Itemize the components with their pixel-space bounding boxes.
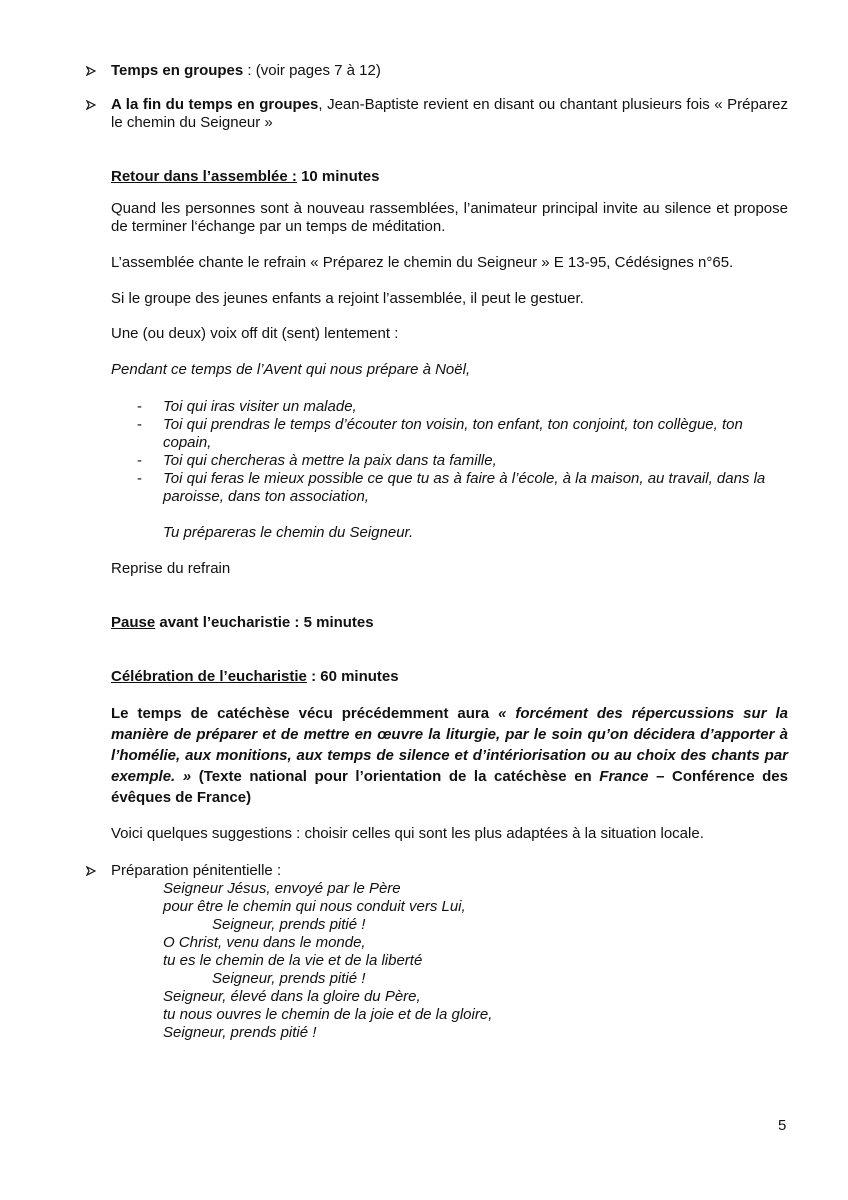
section-heading-retour: Retour dans l’assemblée : 10 minutes <box>111 168 380 185</box>
arrow-bullet-icon <box>86 866 96 876</box>
paragraph-voix-off: Une (ou deux) voix off dit (sent) lentement : <box>111 325 399 342</box>
dash-marker: - <box>137 470 142 487</box>
bullet-end-groups: A la fin du temps en groupes, Jean-Baptiste revient en disant ou chantant plusieurs fois « Préparez le chemin du Seigneur » <box>111 96 788 131</box>
paragraph-reprise: Reprise du refrain <box>111 560 231 577</box>
prayer-response: Seigneur, prends pitié ! <box>212 916 366 933</box>
prayer-line: pour être le chemin qui nous conduit vers Lui, <box>163 898 466 915</box>
paragraph-gestuer: Si le groupe des jeunes enfants a rejoint l’assemblée, il peut le gestuer. <box>111 290 584 307</box>
prayer-line: Seigneur, élevé dans la gloire du Père, <box>163 988 421 1005</box>
paragraph-silence: Quand les personnes sont à nouveau rassemblées, l’animateur principal invite au silence et propose de terminer l‘échange par un temps de méditation. <box>111 200 788 235</box>
arrow-bullet-icon <box>86 66 96 76</box>
paragraph-catechese-quote: Le temps de catéchèse vécu précédemment aura « forcément des répercussions sur la manière de préparer et de mettre en œuvre la liturgie, par le soin qu’on décidera d’apporter à l’homélie, aux monitions, aux temps de silence et d’intériorisation ou au choix des chants par exemple. » (Texte national pour l’orientation de la catéchèse en France – Conférence des évêques de France) <box>111 705 788 806</box>
italic-intro: Pendant ce temps de l’Avent qui nous prépare à Noël, <box>111 361 471 378</box>
list-item: Toi qui prendras le temps d’écouter ton voisin, ton enfant, ton conjoint, ton collègue, ton copain, <box>163 416 743 451</box>
dash-marker: - <box>137 452 142 469</box>
list-item: Toi qui chercheras à mettre la paix dans ta famille, <box>163 452 497 469</box>
bullet-groups: Temps en groupes : (voir pages 7 à 12) <box>111 62 381 79</box>
prayer-response: Seigneur, prends pitié ! <box>212 970 366 987</box>
prayer-line: Seigneur Jésus, envoyé par le Père <box>163 880 401 897</box>
section-heading-pause: Pause avant l’eucharistie : 5 minutes <box>111 614 374 631</box>
prayer-response: Seigneur, prends pitié ! <box>163 1024 317 1041</box>
italic-closing: Tu prépareras le chemin du Seigneur. <box>163 524 414 541</box>
dash-marker: - <box>137 416 142 433</box>
paragraph-refrain: L’assemblée chante le refrain « Préparez le chemin du Seigneur » E 13-95, Cédésignes n°65. <box>111 254 734 271</box>
paragraph-suggestions: Voici quelques suggestions : choisir celles qui sont les plus adaptées à la situation locale. <box>111 825 704 842</box>
prayer-line: O Christ, venu dans le monde, <box>163 934 366 951</box>
prayer-line: tu es le chemin de la vie et de la liberté <box>163 952 423 969</box>
list-item: Toi qui iras visiter un malade, <box>163 398 357 415</box>
penitential-label: Préparation pénitentielle : <box>111 862 282 879</box>
arrow-bullet-icon <box>86 100 96 110</box>
page-number: 5 <box>778 1117 787 1134</box>
dash-marker: - <box>137 398 142 415</box>
list-item: Toi qui feras le mieux possible ce que tu as à faire à l’école, à la maison, au travail, dans la paroisse, dans ton association, <box>163 470 766 505</box>
prayer-line: tu nous ouvres le chemin de la joie et de la gloire, <box>163 1006 493 1023</box>
section-heading-celebration: Célébration de l’eucharistie : 60 minutes <box>111 668 399 685</box>
